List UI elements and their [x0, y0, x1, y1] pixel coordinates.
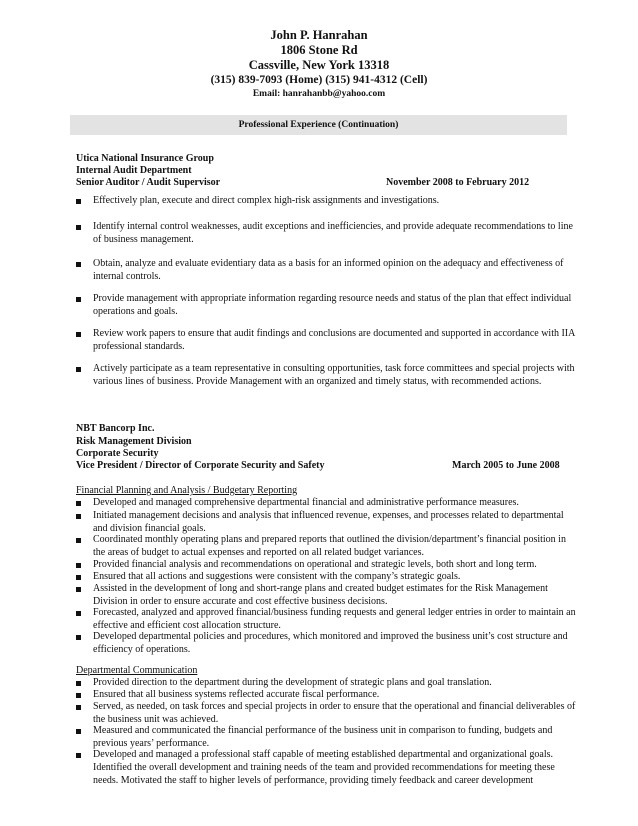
list-item: Identify internal control weaknesses, audit exceptions and inefficiencies, and provide adequate recommendations to line of business management.: [76, 221, 576, 247]
list-item: Provide management with appropriate information regarding resource needs and status of the plan that effect individual operations and goals.: [76, 293, 576, 319]
list-item: Developed and managed comprehensive departmental financial and administrative performance measures.: [76, 497, 576, 510]
bullet-icon: [76, 367, 81, 372]
list-item: Review work papers to ensure that audit findings and conclusions are documented and supported in accordance with IIA professional standards.: [76, 328, 576, 354]
list-item: Ensured that all business systems reflected accurate fiscal performance.: [76, 689, 576, 702]
bullet-icon: [76, 587, 81, 592]
list-item: Coordinated monthly operating plans and prepared reports that outlined the division/department’s financial position in the areas of budget to actual expenses and reported on all related budget variances.: [76, 534, 576, 560]
job2-company: NBT Bancorp Inc.: [76, 423, 155, 434]
phone-numbers: (315) 839-7093 (Home) (315) 941-4312 (Cell): [210, 74, 428, 86]
job2-unit: Corporate Security: [76, 448, 159, 459]
list-item: Provided direction to the department during the development of strategic plans and goal translation.: [76, 677, 576, 690]
list-item: Provided financial analysis and recommendations on operational and strategic levels, both short and long term.: [76, 559, 576, 572]
bullet-icon: [76, 575, 81, 580]
bullet-icon: [76, 297, 81, 302]
section-title-band: Professional Experience (Continuation): [70, 115, 567, 135]
list-item: Ensured that all actions and suggestions were consistent with the company’s strategic goals.: [76, 571, 576, 584]
bullet-icon: [76, 225, 81, 230]
list-item: Obtain, analyze and evaluate evidentiary data as a basis for an informed opinion on the adequacy and effectiveness of internal controls.: [76, 258, 576, 284]
bullet-icon: [76, 729, 81, 734]
financial-planning-heading: Financial Planning and Analysis / Budgetary Reporting: [76, 485, 298, 496]
job1-title: Senior Auditor / Audit Supervisor: [76, 177, 221, 188]
bullet-icon: [76, 514, 81, 519]
bullet-icon: [76, 199, 81, 204]
job2-title: Vice President / Director of Corporate Security and Safety: [76, 460, 325, 471]
list-item: Served, as needed, on task forces and special projects in order to ensure that the operational and financial deliverables of the business unit was achieved.: [76, 701, 576, 727]
candidate-name: John P. Hanrahan: [270, 28, 368, 42]
job1-dates: November 2008 to February 2012: [386, 177, 530, 188]
bullet-icon: [76, 332, 81, 337]
bullet-icon: [76, 501, 81, 506]
job2-division: Risk Management Division: [76, 436, 192, 447]
bullet-icon: [76, 705, 81, 710]
job1-department: Internal Audit Department: [76, 165, 192, 176]
bullet-icon: [76, 681, 81, 686]
job1-company: Utica National Insurance Group: [76, 153, 214, 164]
bullet-icon: [76, 753, 81, 758]
bullet-icon: [76, 611, 81, 616]
bullet-icon: [76, 262, 81, 267]
list-item: Developed and managed a professional staff capable of meeting established departmental and organizational goals. Identified the overall development and training needs of the team and provided recommendations for meeting these needs. Motivated the staff to higher levels of performance, providing timely feedback and career development: [76, 749, 576, 787]
bullet-icon: [76, 538, 81, 543]
street-address: 1806 Stone Rd: [280, 43, 358, 57]
list-item: Initiated management decisions and analysis that influenced revenue, expenses, and processes related to departmental and division financial goals.: [76, 510, 576, 536]
bullet-icon: [76, 693, 81, 698]
list-item: Assisted in the development of long and short-range plans and created budget estimates for the Risk Management Division in order to ensure accurate and cost effective business decisions.: [76, 583, 576, 609]
list-item: Actively participate as a team representative in consulting opportunities, task force committees and special projects with various lines of business. Provide Management with an organized and timely status, with recommended actions.: [76, 363, 576, 389]
list-item: Forecasted, analyzed and approved financial/business funding requests and general ledger entries in order to maintain an effective and efficient cost allocation structure.: [76, 607, 576, 633]
job2-dates: March 2005 to June 2008: [452, 460, 560, 471]
list-item: Measured and communicated the financial performance of the business unit in comparison to funding, budgets and previous years’ performance.: [76, 725, 576, 751]
list-item: Effectively plan, execute and direct complex high-risk assignments and investigations.: [76, 195, 576, 208]
departmental-communication-heading: Departmental Communication: [76, 665, 198, 676]
email-address: Email: hanrahanbb@yahoo.com: [252, 89, 386, 99]
bullet-icon: [76, 563, 81, 568]
list-item: Developed departmental policies and procedures, which monitored and improved the business unit’s cost structure and efficiency of operations.: [76, 631, 576, 657]
city-address: Cassville, New York 13318: [248, 58, 390, 72]
bullet-icon: [76, 635, 81, 640]
